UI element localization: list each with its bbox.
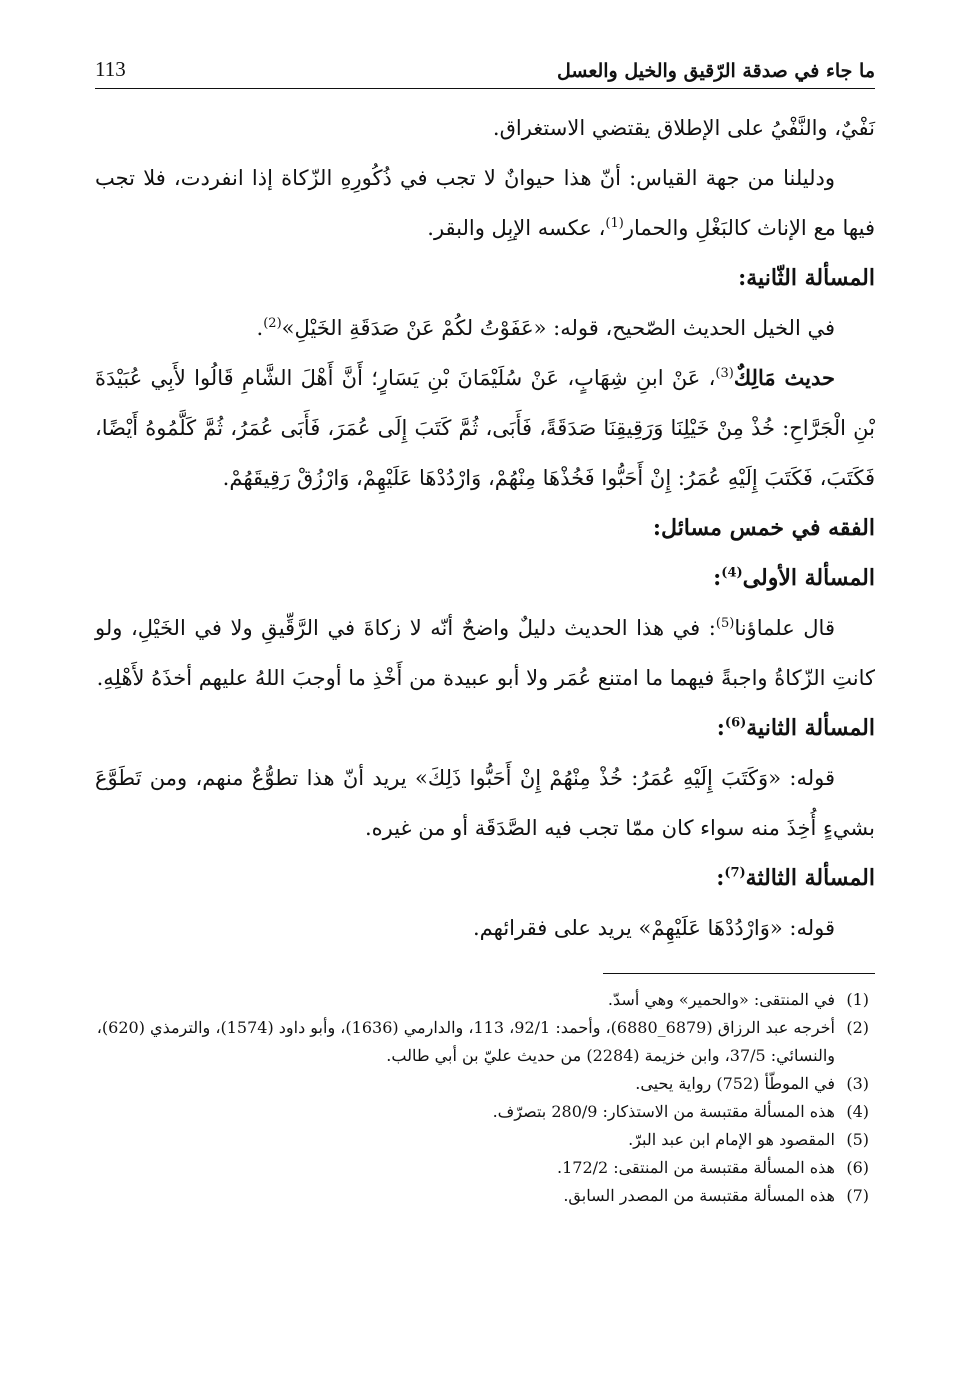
- chapter-title: ما جاء في صدقة الرّقيق والخيل والعسل: [556, 60, 875, 82]
- paragraph: قوله: «وَكَتَبَ إِلَيْهِ عُمَرُ: خُذْ مِنْهُمْ إِنْ أَحَبُّوا ذَلِكَ» يريد أنّ هذا تطوُّعٌ منهم، ومن تَطَوَّعَ بشيءٍ أُخِذَ منه سواء كان ممّا تجب فيه الصَّدَقَة أو من غيره.: [95, 766, 875, 840]
- footnote-ref: (4): [721, 565, 743, 581]
- footnote-ref: (7): [724, 865, 746, 881]
- footnote-ref: (6): [724, 715, 747, 731]
- hadith-paragraph: حديث مَالِكٌ$^{(3)}$، عَنْ ابنِ شِهَابٍ، عَنْ سُلَيْمَانَ بْنِ يَسَارٍ؛ أَنَّ أَهْلَ الشَّامِ قَالُوا لأَبِي عُبَيْدَةَ بْنِ الْجَرَّاحِ: خُذْ مِنْ خَيْلِنَا وَرَقِيقِنَا صَدَقَةً، فَأَبَى، ثُمَّ كَتَبَ إِلَى عُمَرَ، فَأَبَى عُمَرُ، ثُمَّ كَلَّمُوهُ أَيْضًا، فَكَتَبَ، فَكَتَبَ إِلَيْهِ عُمَرُ: إِنْ أَحَبُّوا فَخُذْهَا مِنْهُمْ، وَارْدُدْهَا عَلَيْهِمْ، وَارْزُقْ رَقِيقَهُمْ.: [95, 365, 875, 490]
- footnote: (5) المقصود هو الإمام ابن عبد البرّ.: [628, 1130, 869, 1149]
- section-heading: المسألة الثانية$^{(6)}$:: [716, 715, 875, 741]
- footnote: (3) في الموطّأ (752) رواية يحيى.: [635, 1074, 869, 1093]
- running-header: [95, 50, 875, 89]
- paragraph: قال علماؤنا$^{(5)}$: في هذا الحديث دليلٌ واضحٌ أنّه لا زكاةَ في الرَّقِّيقِ ولا في الخَيْلِ، ولو كانتِ الزّكاةُ واجبةً فيهما ما امتنع عُمَر ولا أبو عبيدة من أَخْذِ ما أوجبَ اللهُ عليهم أخذَهُ لأَهْلِهِ.: [95, 616, 875, 690]
- paragraph: ودليلنا من جهة القياس: أنّ هذا حيوانٌ لا تجب في ذُكُورِهِ الزّكاة إذا انفردت، فلا تجب فيها مع الإناث كالبَغْلِ والحمار$^{(1)}$، عكسه الإبِل والبقر.: [95, 166, 875, 240]
- book-page: [95, 50, 875, 1210]
- footnote-ref: (2): [263, 316, 282, 331]
- section-heading: الفقه في خمس مسائل:: [652, 515, 875, 541]
- footnote-ref: (5): [715, 616, 735, 631]
- footnote-ref: (3): [715, 366, 734, 381]
- footnote: (7) هذه المسألة مقتبسة من المصدر السابق.: [563, 1186, 869, 1205]
- section-heading: المسألة الثالثة$^{(7)}$:: [716, 865, 875, 891]
- footnote: (1) في المنتقى: «والحمير» وهي أسدّ.: [607, 990, 869, 1009]
- footnote-ref: (1): [605, 216, 624, 231]
- paragraph: نَفْيٌ، والنَّفْيُ على الإطلاق يقتضي الاستغراق.: [492, 116, 875, 140]
- footnotes: [95, 986, 875, 1210]
- section-heading: المسألة الثّانية:: [738, 265, 875, 291]
- footnote-divider: [603, 973, 875, 974]
- footnote: (4) هذه المسألة مقتبسة من الاستذكار: 280/9 بتصرّف.: [492, 1102, 869, 1121]
- section-heading: المسألة الأولى$^{(4)}$:: [713, 565, 875, 591]
- main-text: [95, 103, 875, 953]
- page-number: 113: [95, 57, 126, 81]
- paragraph: في الخيل الحديث الصّحيح، قوله: «عَفَوْتُ لكُمْ عَنْ صَدَقَةِ الخَيْلِ»$^{(2)}$.: [256, 316, 835, 340]
- paragraph: قوله: «وَارْدُدْهَا عَلَيْهِمْ» يريد على فقرائهم.: [472, 916, 835, 940]
- footnote: (6) هذه المسألة مقتبسة من المنتقى: 172/2.: [557, 1158, 869, 1177]
- footnote: (2) أخرجه عبد الرزاق (6879_6880)، وأحمد: 92/1، 113، والدارمي (1636)، وأبو داود (1574)، والترمذي (620)، والنسائي: 37/5، وابن خزيمة (2284) من حديث عليّ بن أبي طالب.: [96, 1018, 869, 1065]
